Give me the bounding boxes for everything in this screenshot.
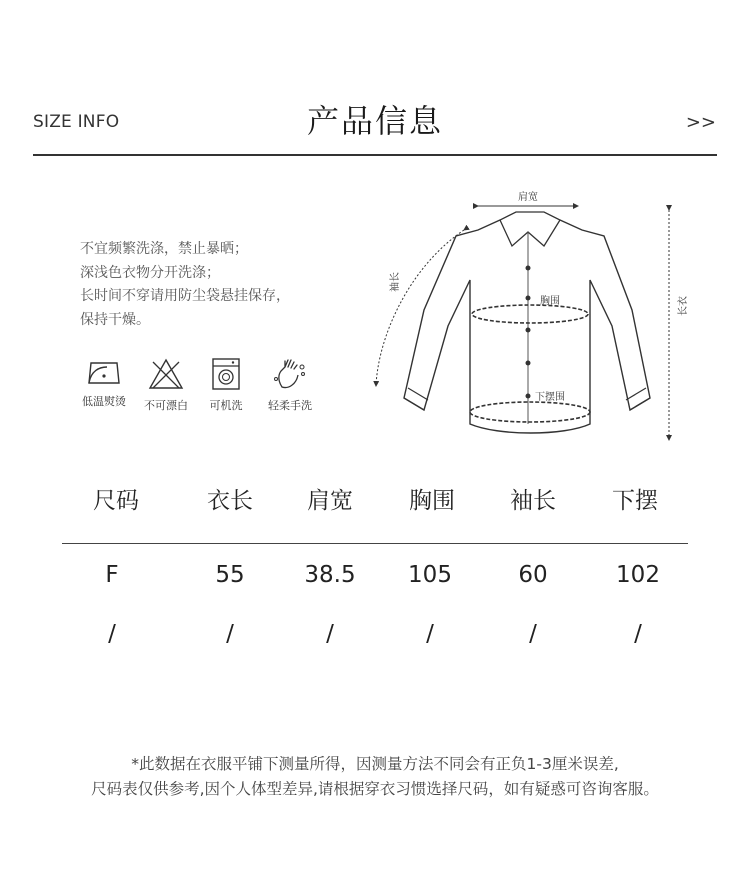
shirt-collar	[500, 212, 560, 246]
care-icons	[78, 357, 323, 417]
table-cell: /	[634, 621, 642, 647]
care-icon-item	[202, 357, 250, 413]
size-info-label: SIZE INFO	[33, 112, 120, 132]
shoulder-label: 肩宽	[518, 192, 538, 203]
header-divider	[33, 154, 717, 156]
col-header-chest: 胸围	[409, 488, 455, 514]
shirt-button	[526, 361, 531, 366]
table-cell: /	[226, 621, 234, 647]
care-icon-label: 不可漂白	[144, 399, 188, 412]
table-cell: /	[326, 621, 334, 647]
next-arrow[interactable]: >>	[685, 112, 716, 133]
table-cell: 55	[215, 562, 245, 588]
table-cell: 60	[518, 562, 548, 588]
col-header-sleeve: 袖长	[510, 488, 556, 514]
care-line: 保持干燥。	[80, 311, 150, 328]
care-icon-label: 可机洗	[209, 399, 243, 412]
sleeve-label: 袖长	[390, 272, 401, 292]
table-row	[0, 621, 750, 651]
care-line: 不宜频繁洗涤，禁止暴晒；	[80, 241, 248, 257]
size-table-header	[0, 482, 750, 512]
hem-label: 下摆围	[535, 392, 565, 403]
footnote-line: *此数据在衣服平铺下测量所得，因测量方法不同会有正负1-3厘米误差,	[131, 755, 619, 773]
care-icon-item	[136, 357, 196, 413]
care-icon-item	[260, 357, 320, 413]
hem-ellipse	[470, 402, 590, 422]
table-cell: F	[105, 562, 119, 588]
shirt-button	[526, 328, 531, 333]
shirt-button	[526, 266, 531, 271]
table-cell: 105	[408, 562, 452, 588]
table-cell: /	[529, 621, 537, 647]
shirt-button	[526, 394, 531, 399]
table-cell: /	[108, 621, 116, 647]
shirt-measurement-diagram	[368, 188, 698, 448]
chest-label: 胸围	[540, 296, 560, 307]
table-cell: 38.5	[304, 562, 356, 588]
col-header-shoulder: 肩宽	[307, 488, 353, 514]
col-header-hem: 下摆	[612, 488, 658, 514]
table-cell: /	[426, 621, 434, 647]
footnote-line: 尺码表仅供参考,因个人体型差异,请根据穿衣习惯选择尺码，如有疑惑可咨询客服。	[91, 780, 659, 798]
page-title: 产品信息	[306, 102, 443, 140]
table-cell: 102	[616, 562, 660, 588]
chest-ellipse	[472, 305, 588, 323]
no-bleach-icon	[147, 357, 185, 391]
col-header-size: 尺码	[93, 488, 139, 514]
care-icon-label: 轻柔手洗	[268, 399, 312, 412]
care-icon-label: 低温熨烫	[82, 395, 126, 408]
machine-wash-icon	[210, 357, 242, 391]
care-instructions	[80, 238, 290, 332]
shirt-button	[526, 296, 531, 301]
table-row	[0, 562, 750, 592]
sleeve-arrow	[376, 230, 464, 386]
shirt-outline	[404, 220, 650, 433]
length-label: 长衣	[678, 296, 689, 316]
care-line: 长时间不穿请用防尘袋悬挂保存，	[80, 288, 290, 304]
gentle-hand-wash-icon	[272, 357, 308, 391]
col-header-length: 衣长	[207, 488, 253, 514]
low-temp-iron-icon	[85, 357, 123, 387]
care-icon-item	[78, 357, 130, 409]
table-divider	[62, 543, 688, 544]
care-line: 深浅色衣物分开洗涤；	[80, 264, 220, 281]
